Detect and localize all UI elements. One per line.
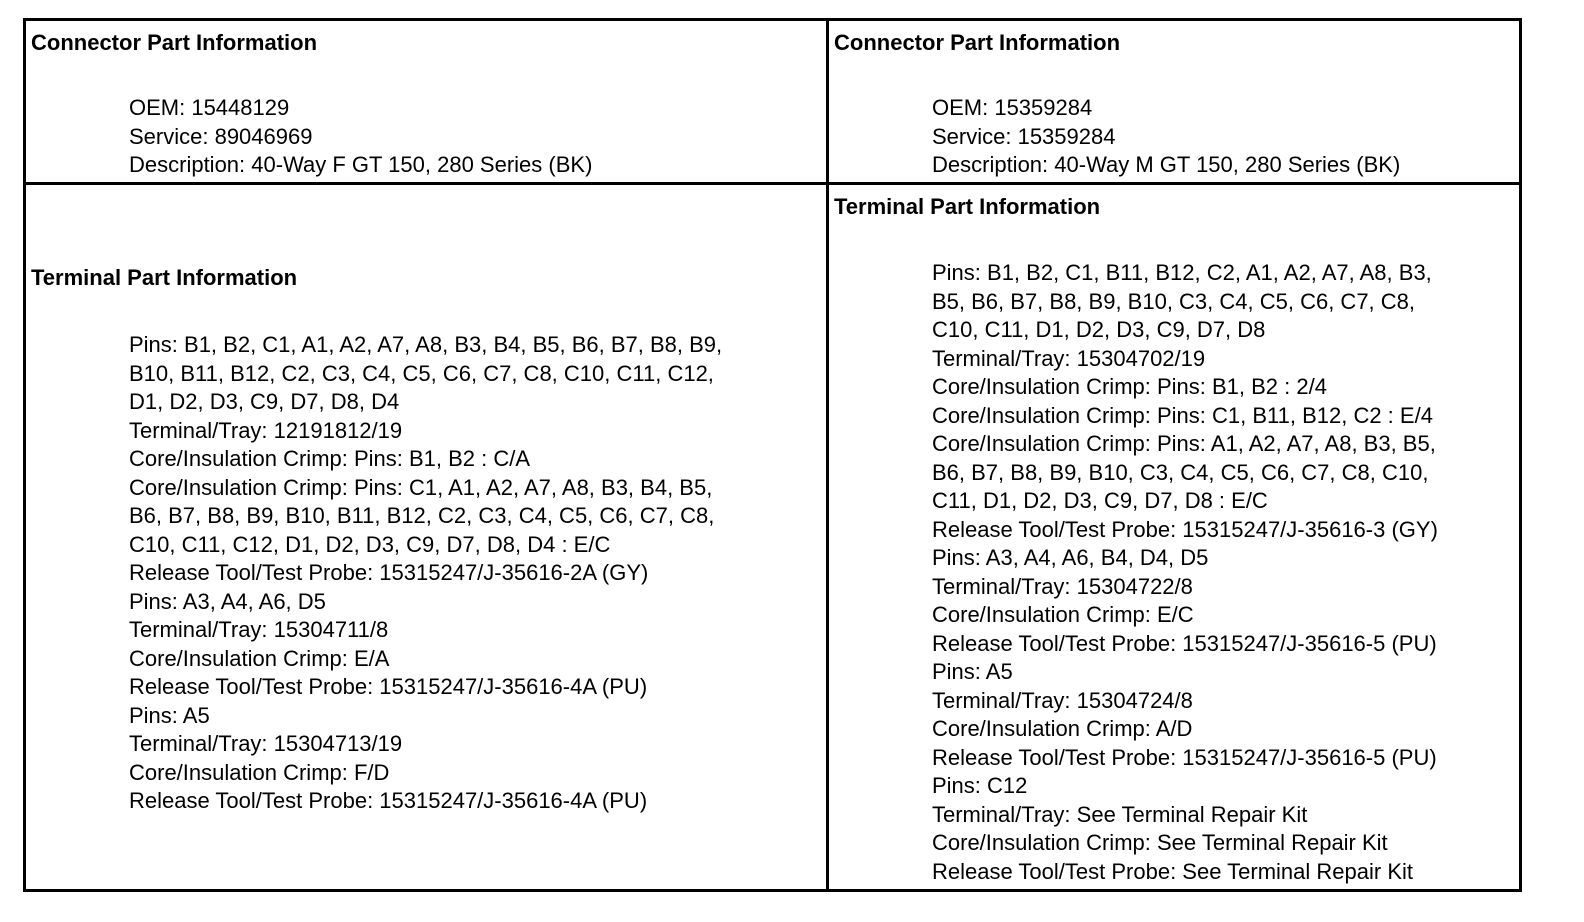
- detail-line: Release Tool/Test Probe: 15315247/J-35616-5 (PU): [932, 744, 1437, 770]
- right-connector-heading: Connector Part Information: [834, 30, 1121, 55]
- detail-line: B10, B11, B12, C2, C3, C4, C5, C6, C7, C8, C10, C11, C12,: [129, 360, 714, 386]
- left-connector-details: [129, 94, 819, 180]
- detail-line: Release Tool/Test Probe: 15315247/J-35616-2A (GY): [129, 560, 649, 585]
- detail-line: Release Tool/Test Probe: 15315247/J-35616-3 (GY): [932, 516, 1438, 542]
- left-connector-heading: Connector Part Information: [31, 30, 318, 55]
- detail-line: Pins: A3, A4, A6, D5: [129, 588, 326, 614]
- detail-line: B6, B7, B8, B9, B10, C3, C4, C5, C6, C7, C8, C10,: [932, 459, 1429, 485]
- detail-line: Terminal/Tray: 15304713/19: [129, 731, 403, 756]
- detail-line: Core/Insulation Crimp: Pins: C1, A1, A2, A7, A8, B3, B4, B5,: [129, 474, 713, 500]
- detail-line: Terminal/Tray: 15304724/8: [932, 687, 1193, 713]
- detail-line: C11, D1, D2, D3, C9, D7, D8 : E/C: [932, 488, 1268, 513]
- detail-line: D1, D2, D3, C9, D7, D8, D4: [129, 389, 400, 414]
- detail-line: Core/Insulation Crimp: F/D: [129, 759, 390, 785]
- detail-line: Release Tool/Test Probe: 15315247/J-35616-4A (PU): [129, 788, 648, 813]
- detail-line: Core/Insulation Crimp: Pins: B1, B2 : C/A: [129, 446, 531, 471]
- detail-line: Core/Insulation Crimp: A/D: [932, 716, 1193, 741]
- detail-line: OEM: 15448129: [129, 95, 290, 120]
- detail-line: Terminal/Tray: See Terminal Repair Kit: [932, 801, 1308, 827]
- detail-line: Terminal/Tray: 15304711/8: [129, 617, 389, 642]
- right-connector-details: [932, 94, 1517, 180]
- detail-line: Service: 89046969: [129, 123, 313, 149]
- detail-line: Terminal/Tray: 12191812/19: [129, 417, 403, 443]
- detail-line: Core/Insulation Crimp: Pins: C1, B11, B12, C2 : E/4: [932, 402, 1433, 428]
- detail-line: Terminal/Tray: 15304702/19: [932, 345, 1206, 371]
- detail-line: C10, C11, D1, D2, D3, C9, D7, D8: [932, 317, 1266, 342]
- detail-line: Pins: A3, A4, A6, B4, D4, D5: [932, 545, 1209, 570]
- detail-line: Release Tool/Test Probe: 15315247/J-35616-4A (PU): [129, 674, 648, 699]
- detail-line: Release Tool/Test Probe: See Terminal Repair Kit: [932, 858, 1413, 884]
- detail-line: Core/Insulation Crimp: Pins: A1, A2, A7, A8, B3, B5,: [932, 431, 1436, 456]
- detail-line: Pins: B1, B2, C1, B11, B12, C2, A1, A2, A7, A8, B3,: [932, 260, 1432, 285]
- detail-line: Core/Insulation Crimp: See Terminal Repair Kit: [932, 830, 1388, 855]
- left-terminal-details: [129, 331, 819, 816]
- detail-line: Service: 15359284: [932, 123, 1116, 149]
- row-divider: [23, 182, 1522, 185]
- detail-line: B5, B6, B7, B8, B9, B10, C3, C4, C5, C6, C7, C8,: [932, 288, 1416, 314]
- left-terminal-heading: Terminal Part Information: [31, 265, 298, 290]
- detail-line: Pins: A5: [129, 702, 210, 728]
- detail-line: OEM: 15359284: [932, 95, 1093, 120]
- detail-line: C10, C11, C12, D1, D2, D3, C9, D7, D8, D4 : E/C: [129, 531, 611, 557]
- right-terminal-heading: Terminal Part Information: [834, 194, 1101, 219]
- detail-line: Release Tool/Test Probe: 15315247/J-35616-5 (PU): [932, 630, 1437, 656]
- detail-line: Core/Insulation Crimp: E/C: [932, 602, 1194, 627]
- detail-line: Description: 40-Way M GT 150, 280 Series (BK): [932, 152, 1401, 177]
- detail-line: Terminal/Tray: 15304722/8: [932, 573, 1193, 599]
- detail-line: Core/Insulation Crimp: Pins: B1, B2 : 2/4: [932, 374, 1327, 399]
- right-terminal-details: [932, 259, 1517, 886]
- detail-line: Pins: B1, B2, C1, A1, A2, A7, A8, B3, B4, B5, B6, B7, B8, B9,: [129, 332, 723, 357]
- detail-line: B6, B7, B8, B9, B10, B11, B12, C2, C3, C4, C5, C6, C7, C8,: [129, 503, 715, 528]
- detail-line: Description: 40-Way F GT 150, 280 Series (BK): [129, 152, 593, 177]
- detail-line: Pins: C12: [932, 773, 1028, 798]
- detail-line: Pins: A5: [932, 659, 1013, 684]
- detail-line: Core/Insulation Crimp: E/A: [129, 645, 390, 671]
- column-divider: [826, 18, 829, 892]
